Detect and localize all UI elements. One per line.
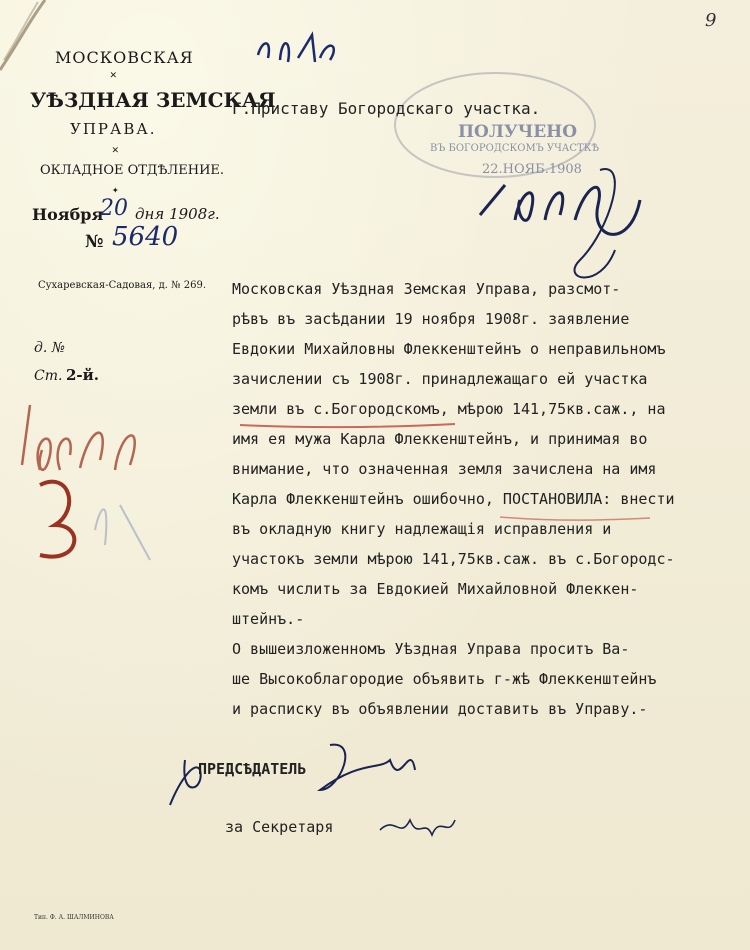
addressee: Г.Приставу Богородскаго участка. <box>232 99 541 118</box>
body-line: комъ числить за Евдокией Михайловной Флеккен- <box>232 580 639 598</box>
header-line-2: УѢЗДНАЯ ЗЕМСКАЯ <box>30 88 276 112</box>
st-value: 2-й. <box>66 366 100 384</box>
ornament-icon: ✕ <box>110 68 117 81</box>
date-label: Ноября <box>32 205 104 224</box>
stamp-received: ПОЛУЧЕНО <box>458 122 578 142</box>
date-suffix: дня 1908г. <box>135 205 220 223</box>
chairman-label: ПРЕДСѢДАТЕЛЬ <box>198 760 307 778</box>
body-line: рѣвъ въ засѣдании 19 ноября 1908г. заявление <box>232 310 630 328</box>
body-line: земли въ с.Богородскомъ, мѣрою 141,75кв.саж., на <box>232 400 666 418</box>
number-value: 5640 <box>112 222 179 252</box>
body-line: участокъ земли мѣрою 141,75кв.саж. въ с.Богородс- <box>232 550 675 568</box>
d-label: д. № <box>34 340 66 356</box>
stamp-date: 22.НОЯБ.1908 <box>482 162 582 177</box>
number-label: № <box>85 232 104 252</box>
body-line: Карла Флеккенштейнъ ошибочно, ПОСТАНОВИЛА: внести <box>232 490 675 508</box>
header-line-1: МОСКОВСКАЯ <box>55 48 194 67</box>
page-number: 9 <box>705 10 717 31</box>
st-label: Ст. <box>34 368 63 384</box>
body-line: имя ея мужа Карла Флеккенштейнъ, и принимая во <box>232 430 648 448</box>
body-line: штейнъ.- <box>232 610 305 628</box>
body-line: и расписку въ объявлении доставить въ Управу.- <box>232 700 648 718</box>
ornament-icon: ✕ <box>112 143 119 156</box>
body-line: внимание, что означенная земля зачислена на имя <box>232 460 657 478</box>
secretary-label: за Секретаря <box>225 818 334 836</box>
body-line: въ окладную книгу надлежащія исправления и <box>232 520 612 538</box>
date-day: 20 <box>100 196 128 221</box>
body-line: ше Высокоблагородие объявить г-жѣ Флеккенштейнъ <box>232 670 657 688</box>
body-line: Евдокии Михайловны Флеккенштейнъ о неправильномъ <box>232 340 666 358</box>
body-line: Московская Уѣздная Земская Управа, разсмот- <box>232 280 621 298</box>
header-line-4: ОКЛАДНОЕ ОТДѢЛЕНИЕ. <box>40 163 225 178</box>
printer-mark: Тип. Ф. А. ШАЛМИНОВА <box>34 914 114 921</box>
stamp-district: ВЪ БОГОРОДСКОМЪ УЧАСТКѢ <box>430 143 600 154</box>
address: Сухаревская-Садовая, д. № 269. <box>38 280 207 291</box>
ornament-icon: ✦ <box>112 183 119 196</box>
body-line: зачислении съ 1908г. принадлежащаго ей участка <box>232 370 648 388</box>
body-line: О вышеизложенномъ Уѣздная Управа проситъ Ва- <box>232 640 630 658</box>
header-line-3: УПРАВА. <box>70 120 157 138</box>
